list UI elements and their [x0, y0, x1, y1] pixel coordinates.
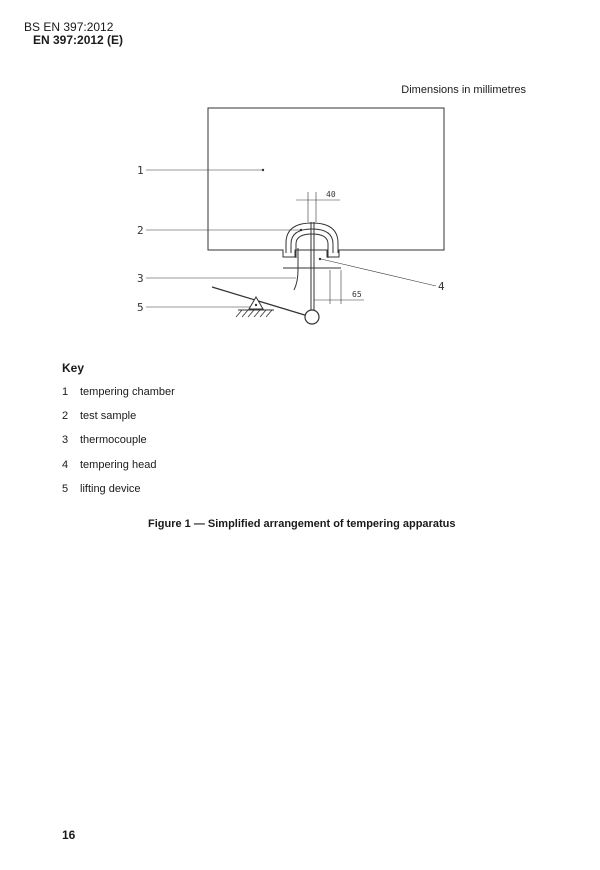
callout-3: 3: [137, 272, 144, 285]
key-label: thermocouple: [80, 434, 147, 446]
key-title: Key: [62, 361, 85, 375]
key-item: [62, 483, 141, 495]
test-sample-inner: [291, 229, 333, 253]
test-sample-outer: [286, 223, 338, 253]
dimension-65: 65: [352, 290, 362, 299]
standard-subtitle: EN 397:2012 (E): [33, 33, 124, 47]
key-num: 2: [62, 410, 69, 422]
key-item: [62, 459, 156, 471]
key-num: 3: [62, 434, 69, 446]
callout-2: 2: [137, 224, 144, 237]
key-item: [62, 434, 147, 446]
apparatus-diagram: [0, 0, 600, 345]
standard-code: BS EN 397:2012: [24, 20, 114, 34]
page-number: 16: [62, 828, 76, 842]
callout-1: 1: [137, 164, 144, 177]
units-note: Dimensions in millimetres: [401, 84, 526, 96]
key-item: [62, 410, 136, 422]
key-num: 1: [62, 386, 69, 398]
tempering-head: [296, 234, 328, 258]
key-item: [62, 386, 175, 398]
figure-caption: Figure 1 — Simplified arrangement of tempering apparatus: [148, 518, 456, 530]
dimension-40: 40: [326, 190, 336, 199]
callout-5: 5: [137, 301, 144, 314]
key-label: tempering head: [80, 459, 157, 471]
tempering-chamber: [208, 108, 444, 257]
key-label: test sample: [80, 410, 137, 422]
callout-4: 4: [438, 280, 445, 293]
key-num: 5: [62, 483, 69, 495]
lifting-lever: [212, 287, 308, 316]
key-num: 4: [62, 459, 69, 471]
key-label: tempering chamber: [80, 386, 175, 398]
lever-weight: [305, 310, 319, 324]
key-label: lifting device: [80, 483, 141, 495]
